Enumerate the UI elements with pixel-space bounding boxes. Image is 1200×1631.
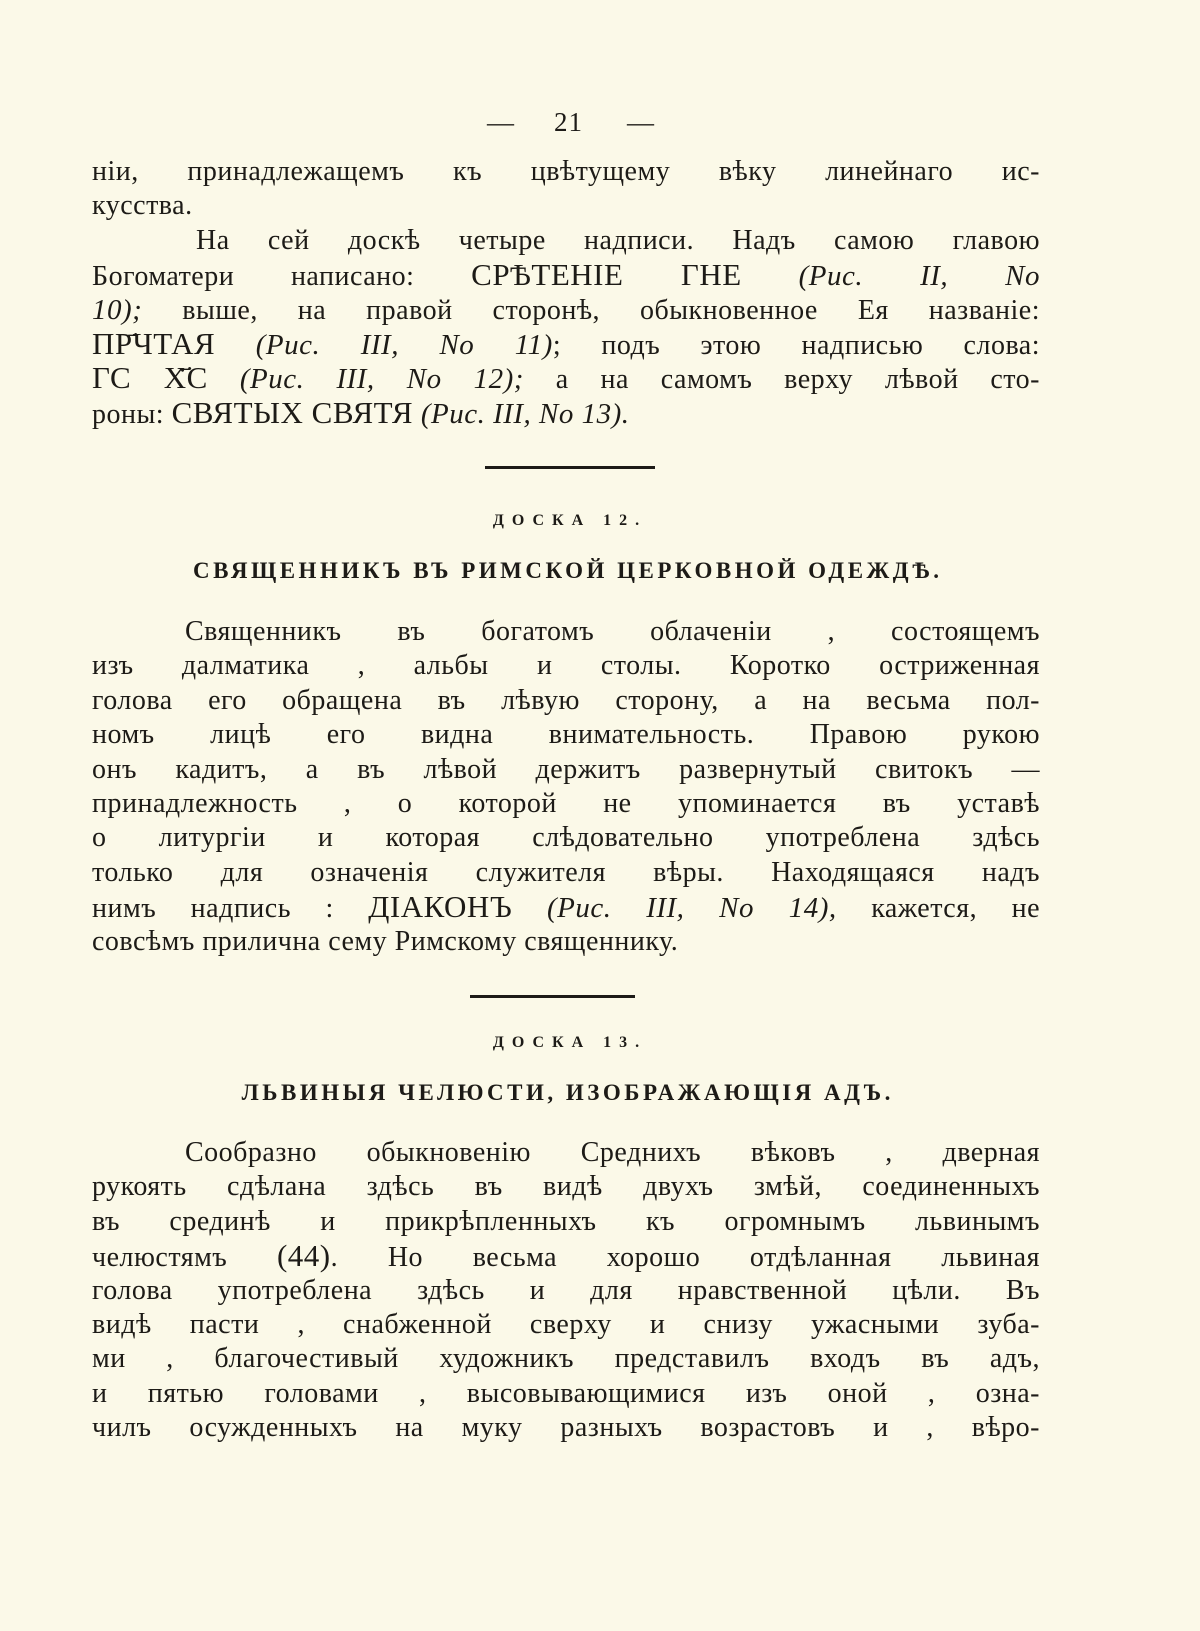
text-line bbox=[92, 890, 1040, 924]
text-segment: принадлежность , о которой не упоминается въ уставѣ bbox=[92, 787, 1040, 819]
inscription: СВЯТЫХ СВЯТЯ bbox=[171, 395, 414, 430]
inscription: ПР҃ЧТАЯ bbox=[92, 326, 216, 361]
text-segment: . Но весьма хорошо отдѣланная львиная bbox=[330, 1242, 1040, 1274]
separator-rule bbox=[485, 466, 655, 469]
text-segment: а на самомъ верху лѣвой сто- bbox=[523, 364, 1040, 396]
text-line bbox=[92, 396, 1040, 430]
text-line bbox=[92, 327, 1040, 361]
text-line bbox=[92, 753, 1040, 787]
text-segment: рукоять сдѣлана здѣсь въ видѣ двухъ змѣй, соединенныхъ bbox=[92, 1171, 1040, 1203]
figure-reference: (Рис. III, No 14), bbox=[512, 892, 837, 925]
text-segment: голова употреблена здѣсь и для нравственной цѣли. Въ bbox=[92, 1274, 1040, 1306]
figure-reference: (Рис. III, No 11) bbox=[215, 328, 553, 361]
text-segment: ; подъ этою надписью слова: bbox=[552, 329, 1040, 361]
text-line bbox=[92, 649, 1040, 683]
section-title: СВЯЩЕННИКЪ ВЪ РИМСКОЙ ЦЕРКОВНОЙ ОДЕЖДѢ. bbox=[193, 558, 943, 583]
section-label: ДОСКА 12. bbox=[492, 512, 648, 529]
text-segment: ми , благочестивый художникъ представилъ входъ въ адъ, bbox=[92, 1343, 1040, 1375]
text-segment: чилъ осужденныхъ на муку разныхъ возрастовъ и , вѣро- bbox=[92, 1412, 1040, 1444]
text-segment: и пятью головами , высовывающимися изъ оной , озна- bbox=[92, 1377, 1040, 1409]
text-line bbox=[92, 718, 1040, 752]
text-line bbox=[92, 155, 1040, 189]
text-segment: челюстямъ bbox=[92, 1242, 277, 1274]
inscription: ГС Х҃С bbox=[92, 361, 208, 396]
note-reference: (44) bbox=[276, 1239, 331, 1274]
text-line bbox=[92, 258, 1040, 292]
text-line bbox=[92, 1308, 1040, 1342]
separator-rule bbox=[470, 995, 635, 998]
text-segment: совсѣмъ прилична сему Римскому священнику. bbox=[92, 925, 679, 957]
text-line bbox=[92, 1411, 1040, 1445]
text-segment: изъ далматика , альбы и столы. Коротко остриженная bbox=[92, 650, 1040, 682]
text-segment: только для означенія служителя вѣры. Находящаяся надъ bbox=[92, 856, 1040, 888]
text-line bbox=[92, 224, 1040, 258]
text-line bbox=[92, 1239, 1040, 1273]
text-segment: выше, на правой сторонѣ, обыкновенное Ея названіе: bbox=[142, 294, 1040, 326]
text-line bbox=[92, 293, 1040, 327]
body-text-block-priest bbox=[92, 615, 1040, 959]
figure-reference: (Рис. III, No 13). bbox=[413, 397, 630, 430]
text-line bbox=[92, 856, 1040, 890]
page-number-dash-left: — bbox=[487, 107, 514, 137]
text-line bbox=[92, 1136, 1040, 1170]
text-segment: ніи, принадлежащемъ къ цвѣтущему вѣку линейнаго ис- bbox=[92, 156, 1040, 187]
text-segment: о литургіи и которая слѣдовательно употреблена здѣсь bbox=[92, 822, 1040, 854]
section-label: ДОСКА 13. bbox=[492, 1034, 648, 1051]
text-segment: кусства. bbox=[92, 190, 193, 222]
text-segment: кажется, не bbox=[836, 893, 1040, 925]
text-line bbox=[92, 1274, 1040, 1308]
text-line bbox=[92, 787, 1040, 821]
text-segment: нимъ надпись : bbox=[92, 893, 369, 925]
text-segment: Сообразно обыкновенію Среднихъ вѣковъ , дверная bbox=[185, 1137, 1040, 1168]
text-line bbox=[92, 1377, 1040, 1411]
body-text-block-inscriptions bbox=[92, 155, 1040, 430]
text-segment: На сей доскѣ четыре надписи. Надъ самою главою bbox=[196, 224, 1040, 256]
figure-reference: (Рис. III, No 12); bbox=[207, 363, 524, 396]
text-line bbox=[92, 1205, 1040, 1239]
text-segment: голова его обращена въ лѣвую сторону, а на весьма пол- bbox=[92, 684, 1040, 716]
text-segment: видѣ пасти , снабженной сверху и снизу ужасными зуба- bbox=[92, 1308, 1040, 1340]
text-line bbox=[92, 1342, 1040, 1376]
inscription: СРѢТЕНІЕ ГНЕ bbox=[471, 258, 742, 293]
figure-reference: 10); bbox=[92, 293, 143, 326]
body-text-block-lion-jaws bbox=[92, 1136, 1040, 1446]
text-segment: номъ лицѣ его видна внимательность. Правою рукою bbox=[92, 719, 1040, 751]
text-line bbox=[92, 189, 1040, 223]
text-segment: Богоматери написано: bbox=[92, 261, 472, 293]
section-title: ЛЬВИНЫЯ ЧЕЛЮСТИ, ИЗОБРАЖАЮЩІЯ АДЪ. bbox=[241, 1080, 894, 1105]
page-number-dash-right: — bbox=[627, 107, 654, 137]
text-line bbox=[92, 1170, 1040, 1204]
page-number: 21 bbox=[554, 107, 583, 137]
text-segment: роны: bbox=[92, 398, 172, 430]
text-segment: Священникъ въ богатомъ облаченіи , состоящемъ bbox=[185, 616, 1040, 647]
figure-reference: (Рис. II, No bbox=[741, 260, 1040, 293]
text-line bbox=[92, 684, 1040, 718]
text-segment: въ срединѣ и прикрѣпленныхъ къ огромнымъ львинымъ bbox=[92, 1205, 1040, 1237]
text-line bbox=[92, 615, 1040, 649]
inscription: ДІАКОНЪ bbox=[368, 890, 513, 925]
text-line bbox=[92, 925, 1040, 959]
text-line bbox=[92, 361, 1040, 395]
text-line bbox=[92, 821, 1040, 855]
text-segment: онъ кадитъ, а въ лѣвой держитъ развернутый свитокъ — bbox=[92, 753, 1040, 785]
